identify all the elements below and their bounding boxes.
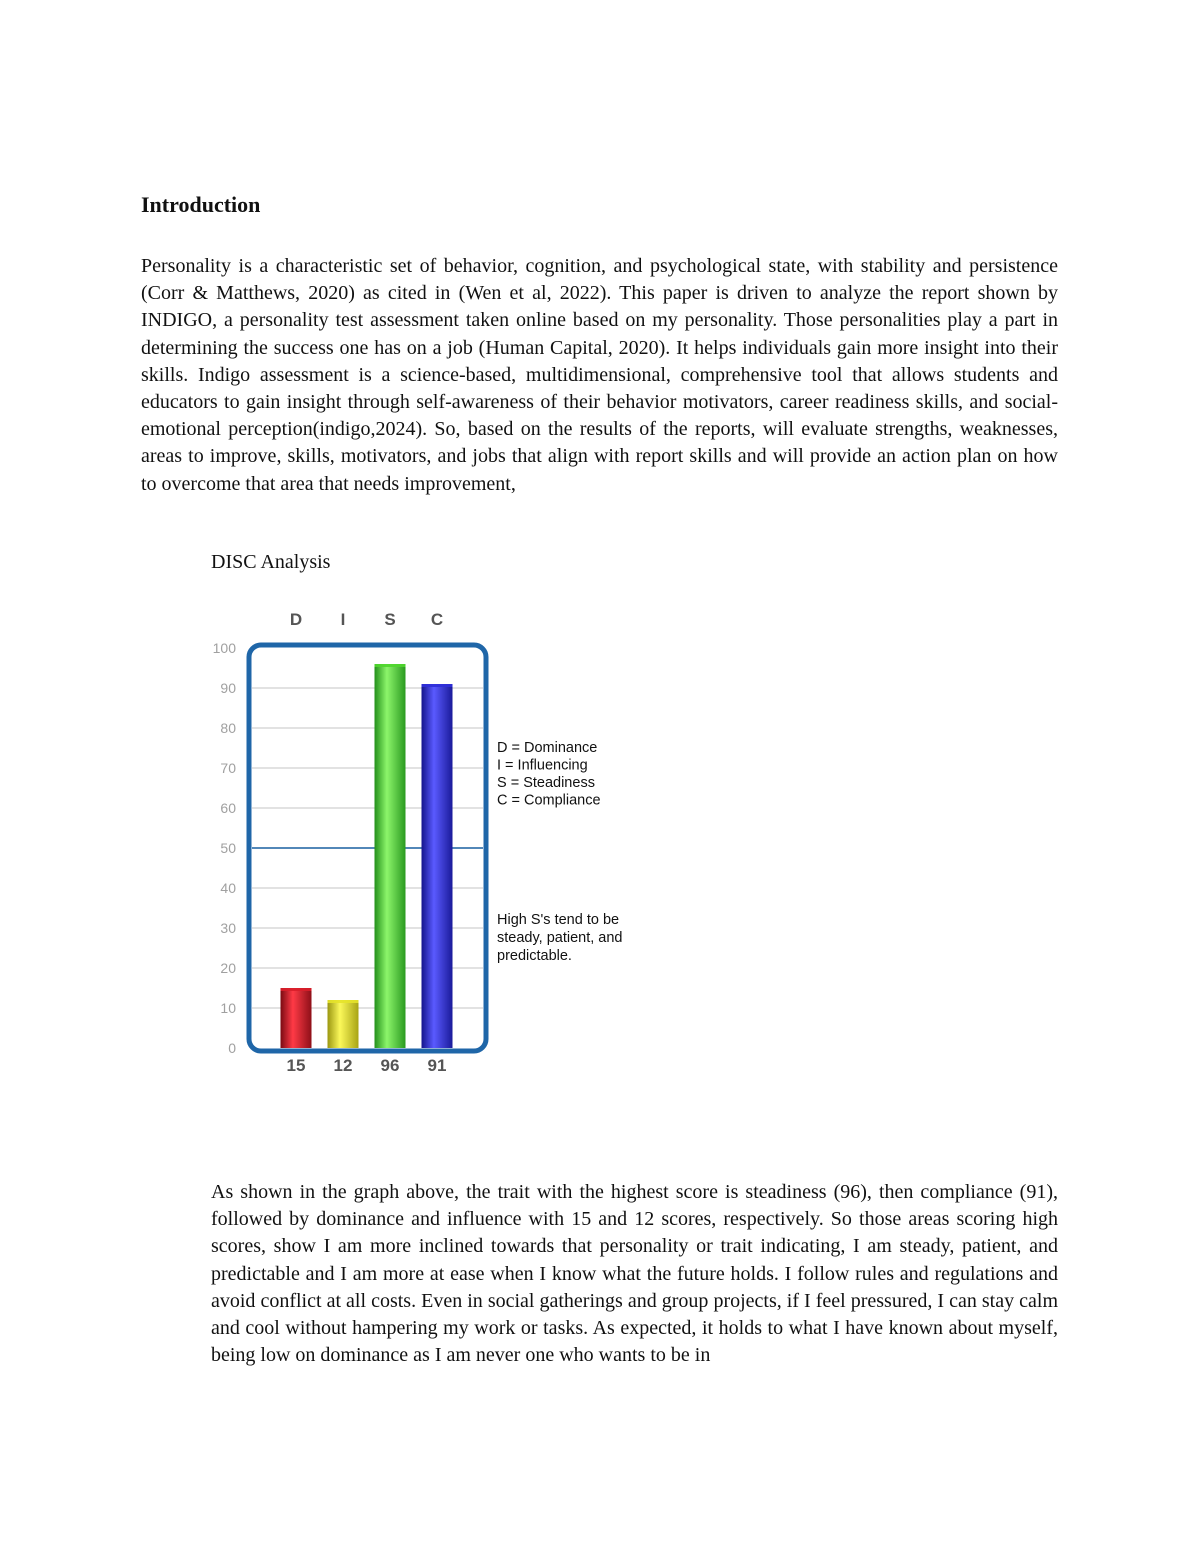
y-tick-label: 50: [220, 840, 236, 856]
disc-analysis-heading: DISC Analysis: [211, 551, 331, 573]
y-tick-label: 90: [220, 680, 236, 696]
legend-entry: I = Influencing: [497, 757, 588, 774]
chart-annotation: predictable.: [497, 948, 572, 964]
chart-annotation: High S's tend to be: [497, 912, 620, 928]
bar-d: [281, 988, 312, 1048]
y-tick-label: 70: [220, 760, 236, 776]
legend-entry: C = Compliance: [497, 792, 601, 809]
category-label: I: [340, 610, 346, 629]
value-label: 12: [333, 1056, 353, 1075]
y-tick-label: 10: [220, 1000, 236, 1016]
value-label: 96: [380, 1056, 400, 1075]
category-label: D: [289, 610, 303, 629]
category-label: C: [430, 610, 444, 629]
y-tick-label: 80: [220, 720, 236, 736]
y-tick-label: 30: [220, 920, 236, 936]
bar-c: [422, 684, 453, 1048]
category-label: S: [384, 610, 396, 629]
bar-cap-d: [281, 988, 312, 991]
y-tick-label: 100: [212, 640, 236, 656]
value-label: 91: [427, 1056, 447, 1075]
analysis-paragraph: As shown in the graph above, the trait with the highest score is steadiness (96), then compliance (91), followed by dominance and influence with 15 and 12 scores, respectively. So those areas scoring high scores, show I am more inclined towards that personality or trait indicating, I am steady, patient, and predictable and I am more at ease when I know what the future holds. I follow rules and regulations and avoid conflict at all costs. Even in social gatherings and group projects, if I feel pressured, I can stay calm and cool without hampering my work or tasks. As expected, it holds to what I have known about myself, being low on dominance as I am never one who wants to be in: [211, 1181, 1058, 1367]
section-heading: Introduction: [141, 192, 261, 217]
bar-i: [328, 1000, 359, 1048]
bar-cap-i: [328, 1000, 359, 1003]
legend-entry: S = Steadiness: [497, 775, 595, 791]
legend-entry: D = Dominance: [497, 740, 598, 756]
bar-s: [375, 664, 406, 1048]
y-tick-label: 40: [220, 880, 236, 896]
chart-annotation: steady, patient, and: [497, 930, 623, 946]
y-tick-label: 0: [228, 1040, 236, 1056]
y-tick-label: 60: [220, 800, 236, 816]
value-label: 15: [286, 1056, 306, 1075]
bar-cap-c: [422, 684, 453, 687]
intro-paragraph: Personality is a characteristic set of behavior, cognition, and psychological state, with stability and persistence (Corr & Matthews, 2020) as cited in (Wen et al, 2022). This paper is driven to analyze the report shown by INDIGO, a personality test assessment taken online based on my personality. Those personalities play a part in determining the success one has on a job (Human Capital, 2020). It helps individuals gain more insight into their skills. Indigo assessment is a science-based, multidimensional, comprehensive tool that allows students and educators to gain insight through self-awareness of their behavior motivators, career readiness skills, and social-emotional perception(indigo,2024). So, based on the results of the reports, will evaluate strengths, weaknesses, areas to improve, skills, motivators, and jobs that align with report skills and will provide an action plan on how to overcome that area that needs improvement,: [141, 255, 1058, 495]
y-tick-label: 20: [220, 960, 236, 976]
bar-cap-s: [375, 664, 406, 667]
disc-bar-chart: [200, 600, 680, 1090]
